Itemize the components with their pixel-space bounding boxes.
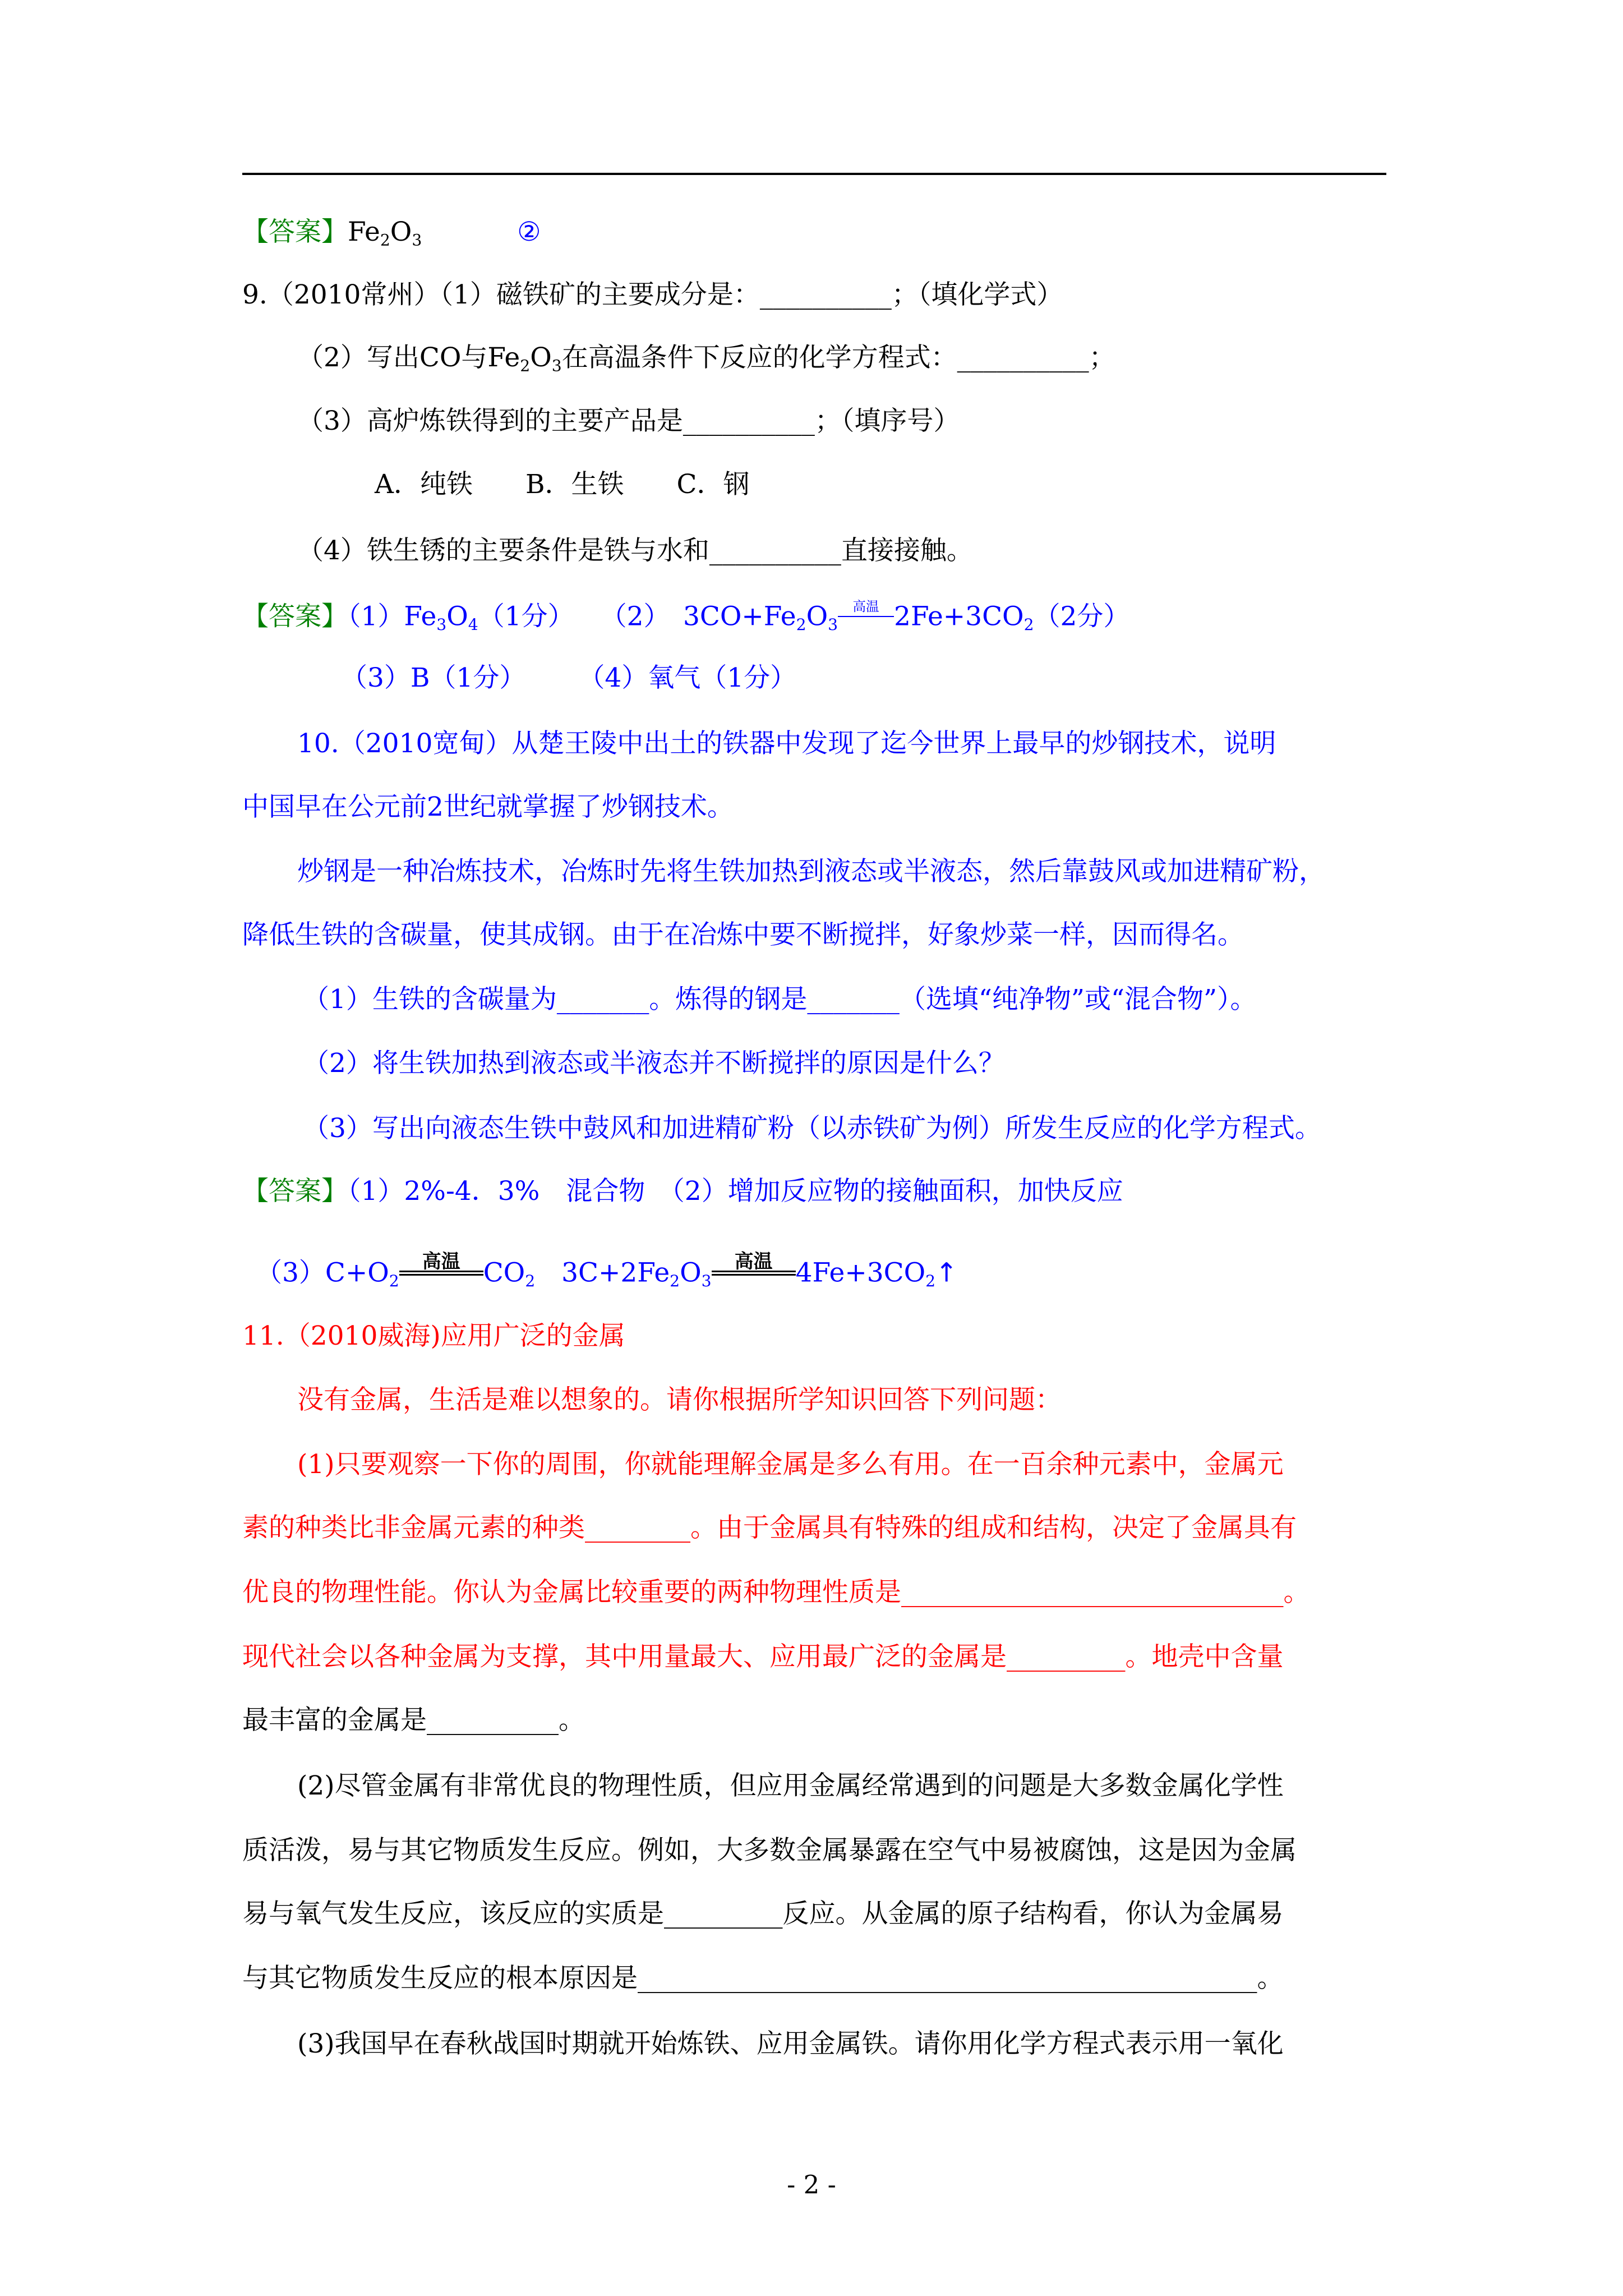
q11-p1-line3: 优良的物理性能。你认为金属比较重要的两种物理性质是_____________________________。	[242, 1577, 1310, 1608]
q10-line4: 降低生铁的含碳量，使其成钢。由于在冶炼中要不断搅拌，好象炒菜一样，因而得名。	[242, 919, 1244, 950]
q10-line7: （3）写出向液态生铁中鼓风和加进精矿粉（以赤铁矿为例）所发生反应的化学方程式。	[303, 1113, 1321, 1144]
q10-line1: 10.（2010宽甸）从楚王陵中出土的铁器中发现了迄今世界上最早的炒钢技术，说明	[297, 728, 1276, 759]
q9-line4: （4）铁生锈的主要条件是铁与水和__________直接接触。	[297, 535, 973, 566]
q11-intro: 没有金属，生活是难以想象的。请你根据所学知识回答下列问题：	[297, 1384, 1062, 1415]
q11-p1-line2: 素的种类比非金属元素的种类________。由于金属具有特殊的组成和结构，决定了金属具有	[242, 1512, 1297, 1543]
q11-p2-line1: (2)尽管金属有非常优良的物理性质，但应用金属经常遇到的问题是大多数金属化学性	[297, 1770, 1284, 1801]
q11-p2-line4: 与其它物质发生反应的根本原因是_______________________________________________。	[242, 1963, 1284, 1994]
q11-title: 11.（2010威海)应用广泛的金属	[242, 1320, 625, 1351]
q9-line3: （3）高炉炼铁得到的主要产品是__________；（填序号）	[297, 406, 960, 436]
gas-arrow-icon: ↑	[935, 1257, 958, 1289]
q10-line3: 炒钢是一种冶炼技术，冶炼时先将生铁加热到液态或半液态，然后靠鼓风或加进精矿粉，	[297, 856, 1325, 887]
q11-p2-line3: 易与氧气发生反应，该反应的实质是_________反应。从金属的原子结构看，你认为金属易	[242, 1898, 1284, 1929]
answer-9-line2: （3）B（1分） （4）氧气（1分）	[341, 662, 797, 693]
answer-tag: 【答案】	[242, 217, 348, 247]
page-number: - 2 -	[787, 2170, 836, 2200]
reaction-condition: 高温	[399, 1258, 483, 1281]
answer-9-line1: 【答案】$(1)Fe_3O_4(1$分） （2） $3CO+Fe_2O_3$ 高温 $2Fe+3CO_2(2$分）	[242, 598, 1130, 634]
reaction-condition: 高温	[712, 1258, 796, 1281]
reaction-condition: 高温	[838, 601, 894, 625]
answer-tag: 【答案】	[242, 601, 348, 632]
q9-line2: （2）写出CO与$Fe_2O_3$在高温条件下反应的化学方程式：__________；	[297, 342, 1115, 375]
q11-p1-line4: 现代社会以各种金属为支撑，其中用量最大、应用最广泛的金属是_________。地壳中含量	[242, 1641, 1284, 1672]
q11-p1-line5: 最丰富的金属是__________。	[242, 1705, 585, 1736]
circled-number: ②	[517, 217, 541, 247]
answer-10-equations: $(3)C+O_2$ 高温 $CO_2$ $3C+2Fe_2O_3$ 高温 $4Fe+3CO_2↑$	[256, 1249, 958, 1290]
answer-8: 【答案】$Fe_2O_3$ ②	[242, 217, 541, 250]
q10-line6: （2）将生铁加热到液态或半液态并不断搅拌的原因是什么？	[303, 1048, 1005, 1079]
q10-line5: （1）生铁的含碳量为_______。炼得的钢是_______（选填“纯净物”或“混合物”）。	[303, 984, 1257, 1015]
q10-line2: 中国早在公元前2世纪就掌握了炒钢技术。	[242, 792, 734, 822]
answer-tag: 【答案】	[242, 1176, 348, 1207]
answer-10-line1: 【答案】（1）2%-4．3% 混合物 （2）增加反应物的接触面积，加快反应	[242, 1176, 1123, 1207]
q9-options: A．纯铁 B．生铁 C．钢	[375, 469, 750, 500]
q11-p2-line2: 质活泼，易与其它物质发生反应。例如，大多数金属暴露在空气中易被腐蚀，这是因为金属	[242, 1835, 1297, 1866]
q9-line1: 9.（2010常州）（1）磁铁矿的主要成分是：__________；（填化学式）	[242, 279, 1063, 310]
q11-p3-line1: (3)我国早在春秋战国时期就开始炼铁、应用金属铁。请你用化学方程式表示用一氧化	[297, 2028, 1284, 2059]
header-rule	[242, 173, 1386, 175]
q11-p1-line1: (1)只要观察一下你的周围，你就能理解金属是多么有用。在一百余种元素中，金属元	[297, 1449, 1284, 1480]
